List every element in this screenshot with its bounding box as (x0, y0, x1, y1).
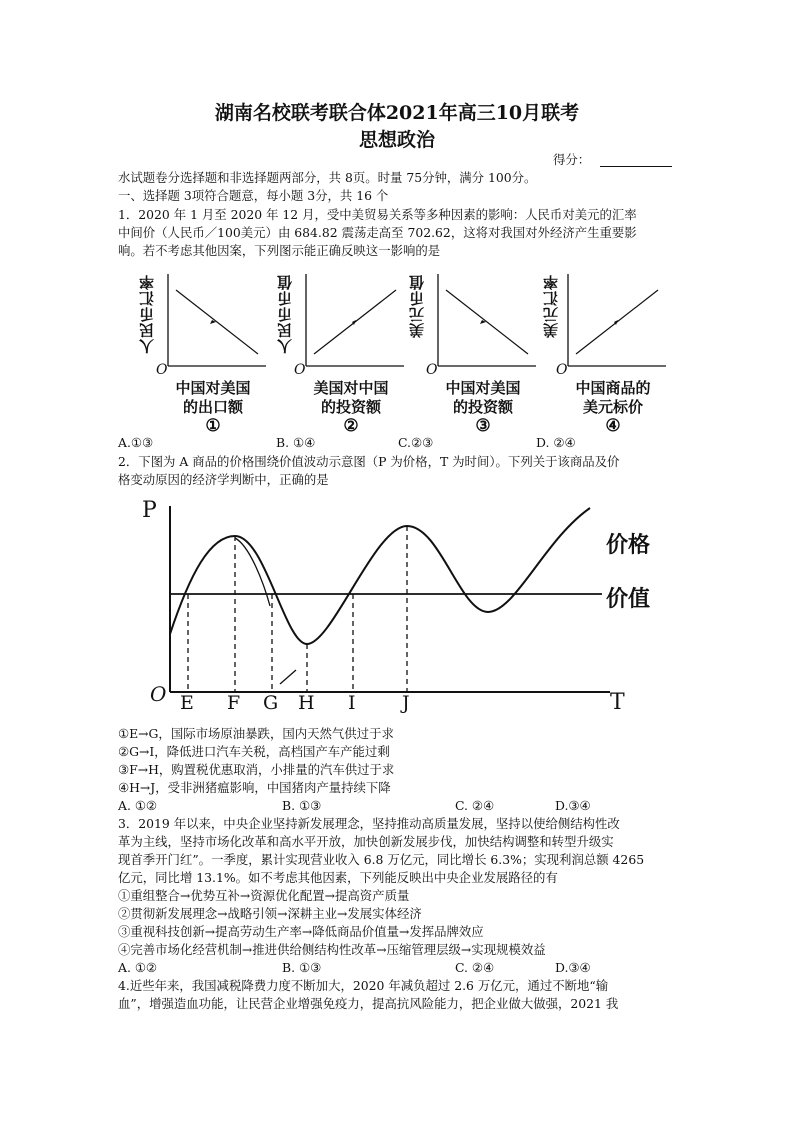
q2-axis-p: P (142, 498, 157, 523)
q3-option-c[interactable]: C. ②④ (455, 960, 495, 975)
q1-graph-3-ylabel: 美元币值 (408, 274, 426, 338)
q2-origin: O (150, 682, 167, 706)
q1-graph-3-axes (400, 268, 540, 378)
q2-statement-2: ②G→I，降低进口汽车关税，高档国产车产能过剩 (118, 744, 390, 759)
q1-graph-4 (530, 268, 670, 438)
q2-price-value-chart (140, 494, 660, 720)
score-label: 得分： (553, 152, 591, 167)
section-heading: 一、选择题 3项符合题意，每小题 3分，共 16 个 (118, 188, 389, 203)
q1-graph-2-number: ② (343, 416, 359, 436)
q3-option-d[interactable]: D.③④ (555, 960, 591, 975)
q2-price-label: 价格 (606, 532, 651, 558)
q2-tick-g: G (263, 692, 279, 714)
q3-statement-2: ②贯彻新发展理念→战略引领→深耕主业→发展实体经济 (118, 906, 422, 921)
q3-option-b[interactable]: B. ①③ (282, 960, 322, 975)
q1-option-c[interactable]: C.②③ (398, 435, 434, 450)
q3-line-4: 亿元，同比增 13.1%。如不考虑其他因素，下列能反映出中央企业发展路径的有 (118, 870, 558, 885)
q3-line-3: 现首季开门红”。一季度，累计实现营业收入 6.8 万亿元，同比增长 6.3%；实现利润总额 4265 (118, 852, 645, 867)
q1-graph-4-axes (530, 268, 670, 378)
q1-graph-3-number: ③ (475, 416, 491, 436)
q1-line-1: 1．2020 年 1 月至 2020 年 12 月，受中美贸易关系等多种因素的影响：人民币对美元的汇率 (118, 207, 637, 222)
q3-option-a[interactable]: A. ①② (118, 960, 158, 975)
q1-graph-1-xlabel-2: 的出口额 (182, 398, 243, 416)
q2-option-c[interactable]: C. ②④ (455, 798, 495, 813)
q3-statement-4: ④完善市场化经营机制→推进供给侧结构性改革→压缩管理层级→实现规模效益 (118, 942, 546, 957)
q2-price-curve (170, 508, 590, 644)
q2-tick-f: F (227, 692, 241, 714)
q2-option-b[interactable]: B. ①③ (282, 798, 322, 813)
q1-graph-3-xlabel-2: 的投资额 (452, 398, 513, 416)
q3-line-1: 3．2019 年以来，中央企业坚持新发展理念，坚持推动高质量发展，坚持以使给侧结构性改 (118, 816, 620, 831)
q1-line-3: 响。若不考虑其他因案，下列图示能正确反映这一影响的是 (118, 243, 441, 258)
q2-chart-svg (140, 494, 660, 720)
q4-line-2: 血”，增强造血功能，让民营企业增强免疫力，提高抗风险能力，把企业做大做强，2021 我 (118, 996, 619, 1011)
q1-graph-4-xlabel-2: 美元标价 (582, 398, 643, 416)
q2-statement-3: ③F→H，购置税优惠取消，小排量的汽车供过于求 (118, 762, 395, 777)
q2-tick-i: I (348, 692, 356, 714)
q1-graph-1-ylabel: 人民币汇率 (138, 274, 156, 354)
q1-graph-3-origin: O (426, 362, 438, 378)
q2-option-a[interactable]: A. ①② (118, 798, 158, 813)
q3-statement-1: ①重组整合→优势互补→资源优化配置→提高资产质量 (118, 888, 410, 903)
q1-graph-4-xlabel-1: 中国商品的 (575, 379, 651, 397)
q1-option-d[interactable]: D. ②④ (536, 435, 576, 450)
q2-tick-e: E (180, 692, 194, 714)
q1-graph-1 (130, 268, 270, 438)
subject-title: 思想政治 (358, 129, 435, 151)
q1-graph-2-xlabel-2: 的投资额 (320, 398, 381, 416)
q1-graph-4-number: ④ (605, 416, 621, 436)
q1-graph-2 (268, 268, 408, 438)
intro-line: 水试题卷分选择题和非选择题两部分，共 8页。时量 75分钟，满分 100分。 (118, 170, 537, 185)
q1-line-2: 中间价（人民币／100美元）由 684.82 震荡走高至 702.62，这将对我国对外经济产生重要影 (118, 225, 637, 240)
q1-graph-2-origin: O (294, 362, 306, 378)
q1-graph-2-ylabel: 人民币币值 (276, 274, 294, 354)
q2-option-d[interactable]: D.③④ (555, 798, 591, 813)
q4-line-1: 4.近些年来，我国减税降费力度不断加大，2020 年减负超过 2.6 万亿元，通过不断地“输 (118, 978, 609, 993)
q3-line-2: 革为主线，坚持市场化改革和高水平开放，加快创新发展步伐，加快结构调整和转型升级实 (118, 834, 614, 849)
q3-statement-3: ③重视科技创新→提高劳动生产率→降低商品价值量→发挥品牌效应 (118, 924, 484, 939)
q1-option-a[interactable]: A.①③ (118, 435, 154, 450)
q1-graph-1-number: ① (205, 416, 221, 436)
q1-graph-2-axes (268, 268, 408, 378)
q1-graph-1-axes (130, 268, 270, 378)
q1-graph-1-xlabel-1: 中国对美国 (175, 379, 251, 397)
q1-graph-1-origin: O (156, 362, 168, 378)
score-blank[interactable] (600, 166, 672, 167)
q1-graph-4-ylabel: 美元汇率 (542, 274, 560, 338)
q1-graph-3-xlabel-1: 中国对美国 (445, 379, 521, 397)
q1-graph-4-origin: O (556, 362, 568, 378)
q2-line-2: 格变动原因的经济学判断中，正确的是 (118, 472, 329, 487)
exam-title: 湖南名校联考联合体2021年高三10月联考 (214, 102, 580, 124)
q2-axis-t: T (610, 690, 625, 715)
q2-tick-j: J (402, 692, 410, 714)
q1-graph-3 (400, 268, 540, 438)
q2-statement-1: ①E→G，国际市场原油暴跌，国内天然气供过于求 (118, 726, 394, 741)
q2-value-label: 价值 (606, 586, 651, 612)
q2-tick-h: H (298, 692, 315, 714)
q2-line-1: 2．下图为 A 商品的价格围绕价值波动示意图（P 为价格，T 为时间）。下列关于该商品及价 (118, 454, 620, 469)
q1-graph-2-xlabel-1: 美国对中国 (313, 379, 389, 397)
q2-statement-4: ④H→J，受非洲猪瘟影响，中国猪肉产量持续下降 (118, 780, 391, 795)
q1-option-b[interactable]: B. ①④ (276, 435, 316, 450)
